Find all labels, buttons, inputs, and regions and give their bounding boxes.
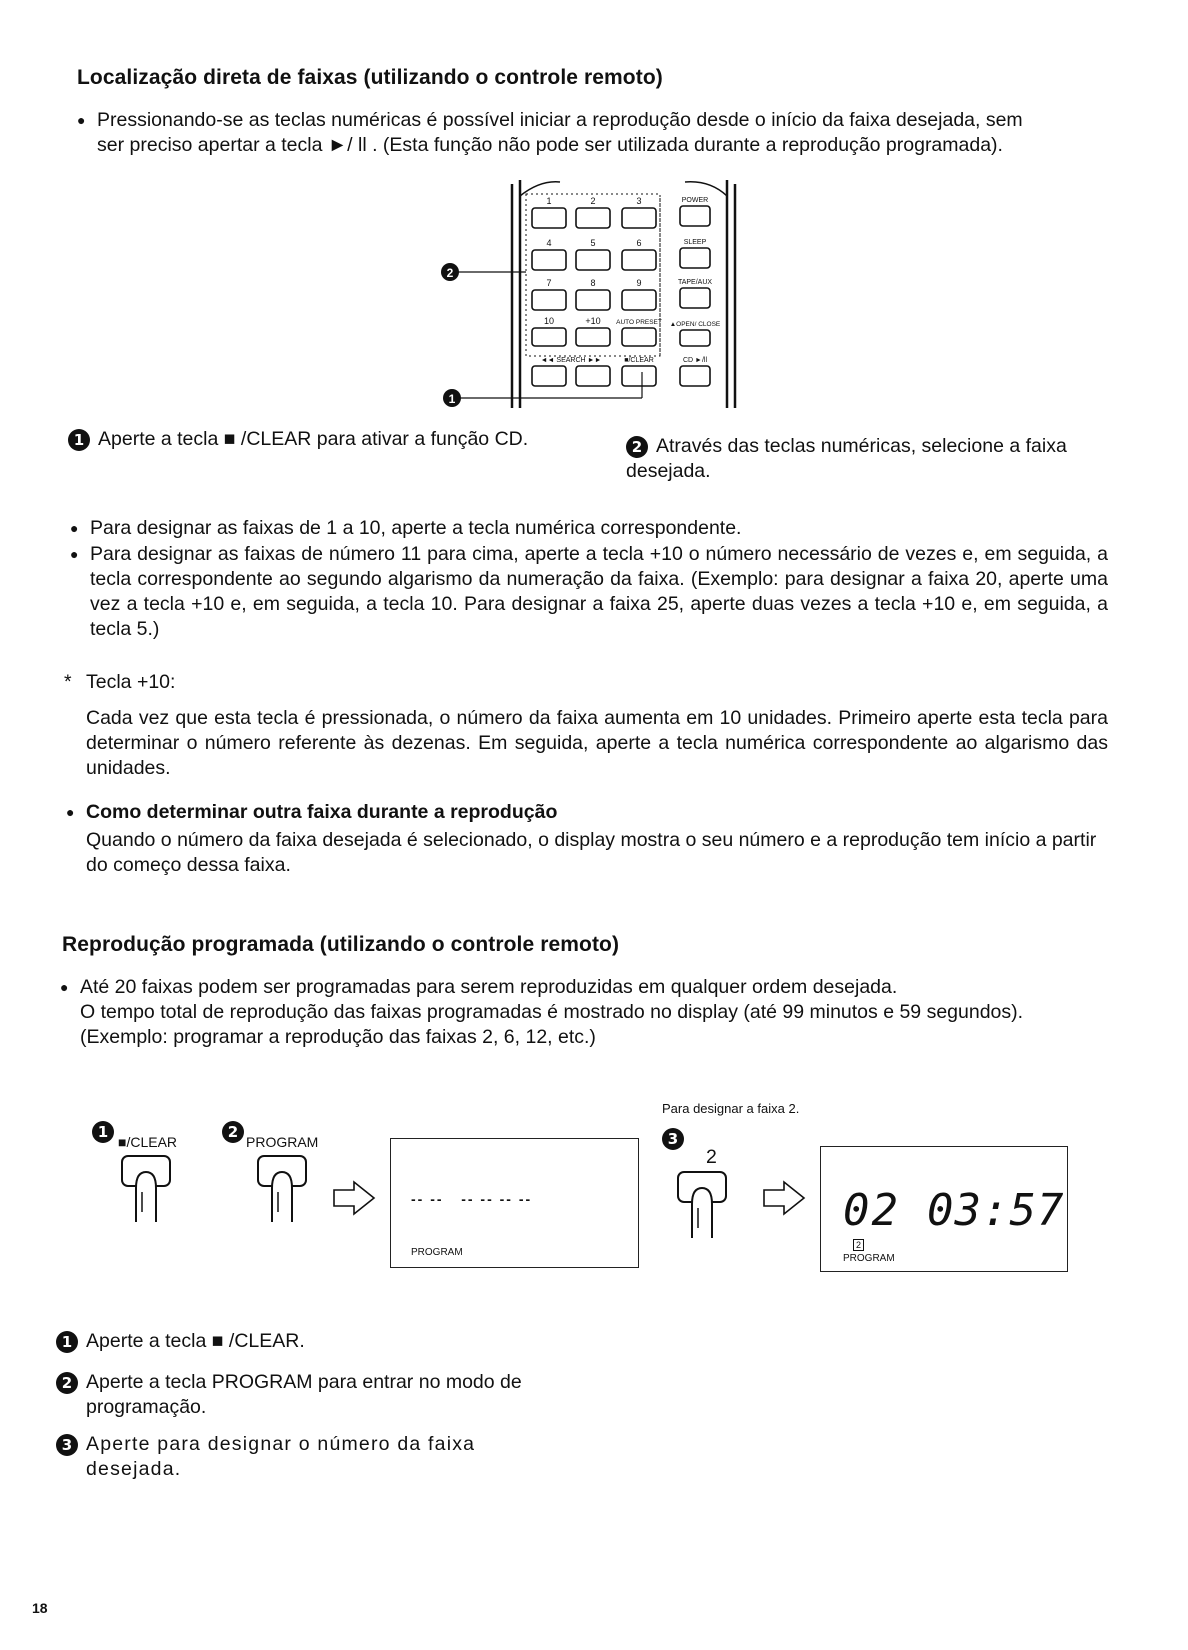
key-label: 5 <box>590 238 596 248</box>
key-label: 10 <box>543 316 555 326</box>
bullet-icon: ● <box>66 804 75 820</box>
bullet-2 <box>70 542 1108 642</box>
key-label: 4 <box>546 238 552 248</box>
section1-title: Localização direta de faixas (utilizando o controle remoto) <box>77 66 663 89</box>
key-label: ▲OPEN/ CLOSE <box>669 321 721 328</box>
diagram-step-1-icon: 1 <box>92 1121 114 1143</box>
display-2 <box>820 1146 1068 1272</box>
section2-line2: O tempo total de reprodução das faixas programadas é mostrado no display (até 99 minutos e 59 segundos). <box>80 1001 1024 1023</box>
step-number-icon: 1 <box>68 429 90 451</box>
note-title: Tecla +10: <box>86 671 176 693</box>
bullet-icon: ● <box>77 112 86 128</box>
callout-1: 1 <box>448 392 456 406</box>
diagram-label-clear: ■/CLEAR <box>118 1134 178 1150</box>
arrow-right-icon <box>332 1180 376 1216</box>
sub-heading-text: Como determinar outra faixa durante a reprodução <box>86 801 558 823</box>
step-number-icon: 3 <box>56 1434 78 1456</box>
remote-step-2 <box>626 434 1106 484</box>
display-2-label: PROGRAM <box>843 1253 895 1264</box>
diagram-caption: Para designar a faixa 2. <box>662 1101 800 1116</box>
press-program-icon <box>248 1152 318 1224</box>
program-step-3 <box>56 1432 556 1482</box>
key-label: CD ►/ll <box>682 357 708 364</box>
diagram-step-3-icon: 3 <box>662 1128 684 1150</box>
program-step-3-text: Aperte para designar o número da faixa desejada. <box>86 1433 476 1480</box>
sub-body: Quando o número da faixa desejada é selecionado, o display mostra o seu número e a reprodução tem início a partir do começo dessa faixa. <box>86 829 1097 876</box>
bullet-1 <box>70 516 1110 541</box>
press-clear-icon <box>112 1152 182 1224</box>
intro-paragraph <box>77 108 1107 158</box>
diagram-label-2: 2 <box>706 1146 717 1168</box>
key-label: 2 <box>590 196 596 206</box>
display-2-time: 03:57 <box>927 1185 1065 1236</box>
bullet-2-text: Para designar as faixas de número 11 para cima, aperte a tecla +10 o número necessário de vezes e, em seguida, a tecla correspondente ao segundo algarismo da numeração da faixa. (Exemplo: para designar a faixa 20, aperte uma vez a tecla +10 e, em seguida, a tecla 10. Para designar a faixa 25, aperte duas vezes a tecla +10 e, em seguida, a tecla 5.) <box>90 543 1108 640</box>
step-number-icon: 1 <box>56 1331 78 1353</box>
page-number: 18 <box>32 1600 48 1616</box>
key-label: TAPE/AUX <box>677 279 713 286</box>
key-label: AUTO PRESET <box>616 319 662 326</box>
display-2-track: 02 <box>843 1185 900 1236</box>
bullet-icon: ● <box>70 546 79 562</box>
display-1-dashes: -- -- -- -- -- -- <box>411 1191 533 1207</box>
arrow-right-icon <box>762 1180 806 1216</box>
bullet-icon: ● <box>60 979 69 995</box>
program-step-2-text: Aperte a tecla PROGRAM para entrar no modo de programação. <box>86 1371 522 1418</box>
section2-line3: (Exemplo: programar a reprodução das faixas 2, 6, 12, etc.) <box>80 1026 596 1048</box>
remote-step-1-text: Aperte a tecla ■ /CLEAR para ativar a função CD. <box>98 428 529 450</box>
key-label: 7 <box>546 278 552 288</box>
display-1-label: PROGRAM <box>411 1247 463 1258</box>
diagram-step-2-icon: 2 <box>222 1121 244 1143</box>
remote-step-2-text: Através das teclas numéricas, selecione a faixa desejada. <box>626 435 1067 482</box>
key-label: 1 <box>546 196 552 206</box>
step-number-icon: 2 <box>56 1372 78 1394</box>
diagram-label-program: PROGRAM <box>246 1134 319 1150</box>
display-1 <box>390 1138 639 1268</box>
note-body: Cada vez que esta tecla é pressionada, o número da faixa aumenta em 10 unidades. Primeiro aperte esta tecla para determinar o número referente às dezenas. Em seguida, aperte a tecla numérica correspondente ao algarismo das unidades. <box>86 707 1108 779</box>
intro-line-2: ser preciso apertar a tecla ►/ ll . (Esta função não pode ser utilizada durante a reprodução programada). <box>97 134 1003 156</box>
program-step-2 <box>56 1370 576 1420</box>
bullet-1-text: Para designar as faixas de 1 a 10, aperte a tecla numérica correspondente. <box>90 517 742 539</box>
key-label: +10 <box>585 316 601 326</box>
program-step-1 <box>56 1329 305 1354</box>
section2-intro <box>60 975 1110 1050</box>
remote-step-1 <box>68 427 568 452</box>
key-label: SLEEP <box>683 239 707 246</box>
section2-bullet: Até 20 faixas podem ser programadas para serem reproduzidas em qualquer ordem desejada. <box>80 976 898 998</box>
program-step-1-text: Aperte a tecla ■ /CLEAR. <box>86 1330 305 1352</box>
section2-title: Reprodução programada (utilizando o controle remoto) <box>62 933 620 956</box>
key-label: 9 <box>636 278 642 288</box>
callout-2: 2 <box>446 266 454 280</box>
key-label: POWER <box>681 197 709 204</box>
key-label: 3 <box>636 196 642 206</box>
display-2-box: 2 <box>853 1239 864 1251</box>
key-label: 6 <box>636 238 642 248</box>
remote-control-illustration <box>430 176 790 416</box>
bullet-icon: ● <box>70 520 79 536</box>
key-label: ■/CLEAR <box>624 357 654 364</box>
intro-line-1: Pressionando-se as teclas numéricas é possível iniciar a reprodução desde o início da faixa desejada, sem <box>97 109 1023 131</box>
press-number-icon <box>668 1168 738 1240</box>
key-label: ◄◄ SEARCH ►► <box>540 357 602 364</box>
sub-heading <box>66 800 558 825</box>
key-label: 8 <box>590 278 596 288</box>
note-marker: * <box>64 671 72 693</box>
step-number-icon: 2 <box>626 436 648 458</box>
